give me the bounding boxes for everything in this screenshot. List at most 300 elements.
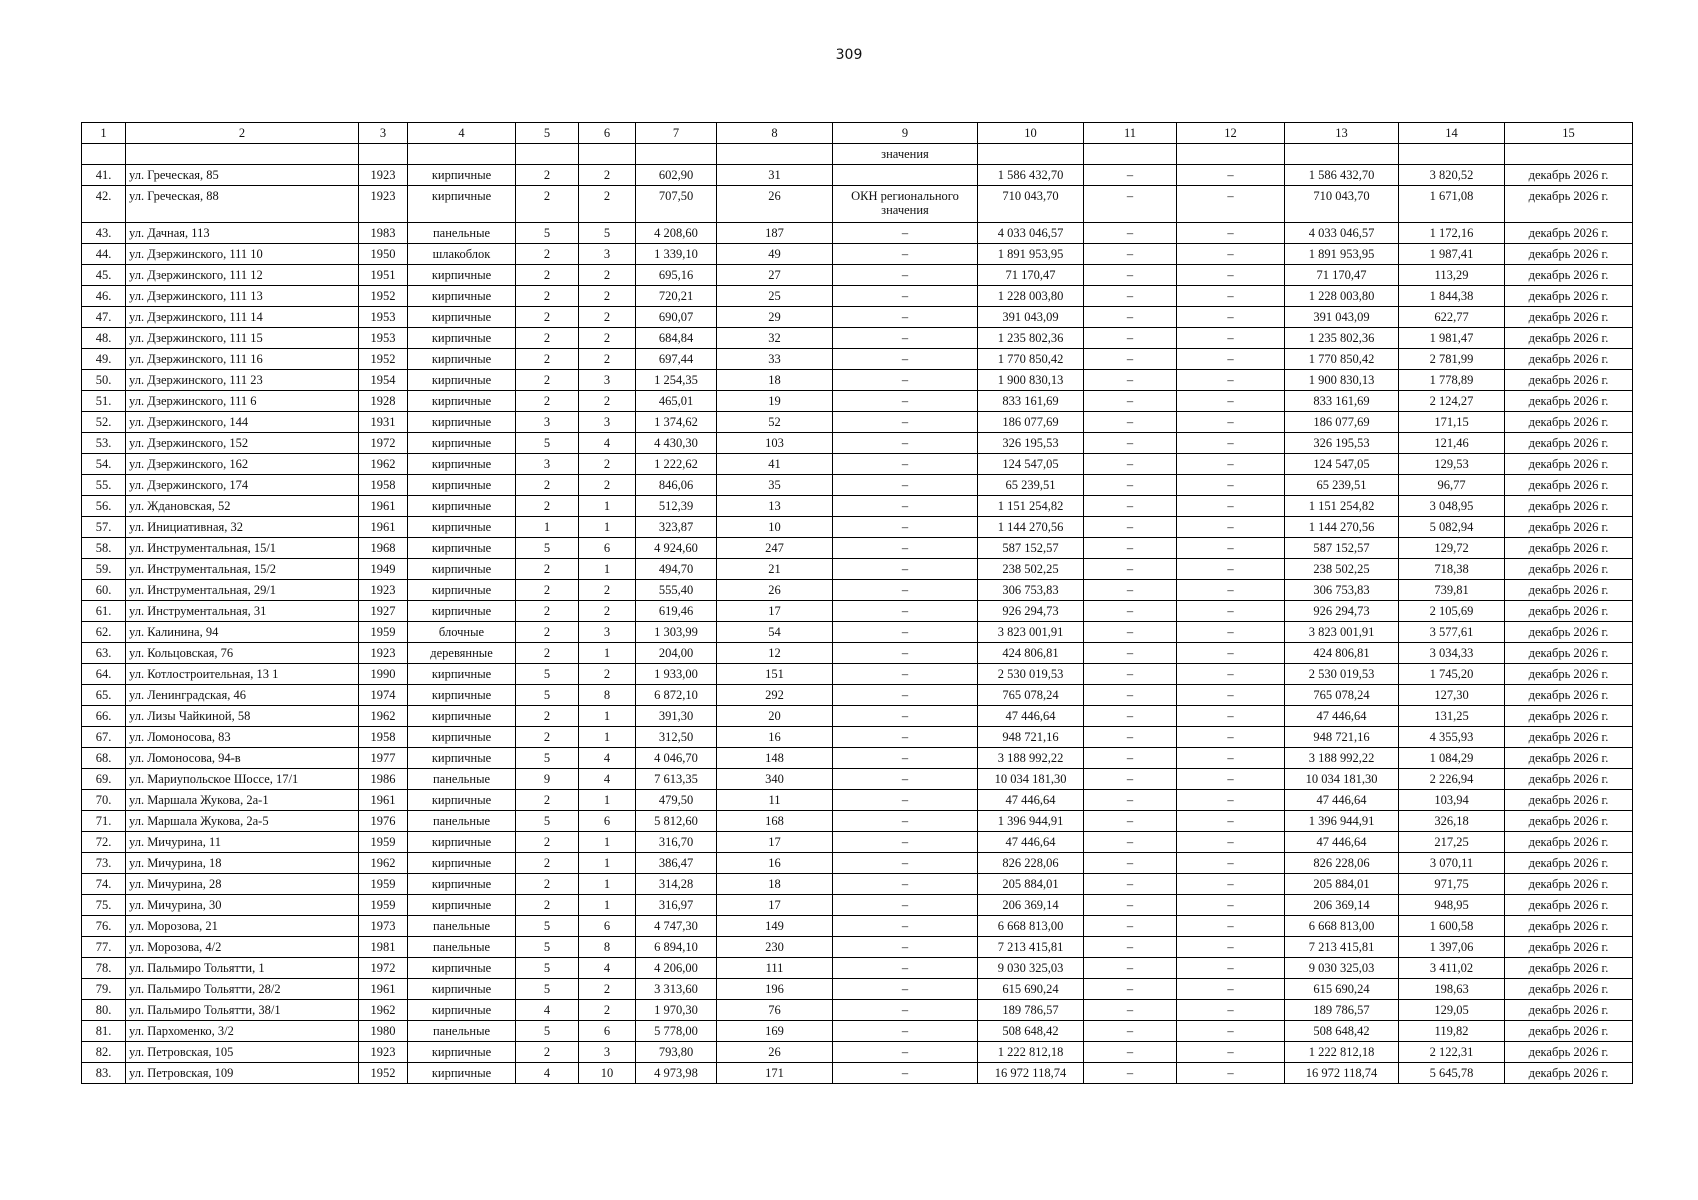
row-number: 81. [82,1021,126,1042]
entrances: 1 [579,727,636,748]
residents: 230 [717,937,833,958]
address: ул. Морозова, 4/2 [126,937,359,958]
floors: 5 [516,433,579,454]
cost-per-sqm: 3 577,61 [1399,622,1505,643]
row-number: 67. [82,727,126,748]
residents: 20 [717,706,833,727]
cost-col-12: – [1177,328,1285,349]
build-year: 1981 [359,937,408,958]
total-area: 4 208,60 [636,223,717,244]
heritage-status [833,165,978,186]
heritage-status: – [833,412,978,433]
cost-col-12: – [1177,937,1285,958]
cost-col-12: – [1177,1021,1285,1042]
cost-per-sqm: 739,81 [1399,580,1505,601]
heritage-status: – [833,622,978,643]
address: ул. Дзержинского, 111 10 [126,244,359,265]
cost-per-sqm: 1 844,38 [1399,286,1505,307]
table-row [82,727,1633,748]
cost-col-12: – [1177,748,1285,769]
build-year: 1959 [359,832,408,853]
floors: 5 [516,979,579,1000]
address: ул. Мичурина, 18 [126,853,359,874]
column-number: 10 [978,123,1084,144]
deadline: декабрь 2026 г. [1505,391,1633,412]
cost-col-11: – [1084,685,1177,706]
entrances: 6 [579,1021,636,1042]
table-row [82,223,1633,244]
row-number: 83. [82,1063,126,1084]
cost-per-sqm: 2 781,99 [1399,349,1505,370]
heritage-status: – [833,265,978,286]
total-area: 4 206,00 [636,958,717,979]
heritage-status: – [833,454,978,475]
residents: 18 [717,370,833,391]
address: ул. Ленинградская, 46 [126,685,359,706]
wall-material: кирпичные [408,559,516,580]
address: ул. Дзержинского, 152 [126,433,359,454]
address: ул. Пархоменко, 3/2 [126,1021,359,1042]
wall-material: шлакоблок [408,244,516,265]
heritage-status: – [833,727,978,748]
cost-col-11: – [1084,328,1177,349]
cost-total: 47 446,64 [978,790,1084,811]
cost-per-sqm: 103,94 [1399,790,1505,811]
wall-material: кирпичные [408,1042,516,1063]
cost-col-13: 1 235 802,36 [1285,328,1399,349]
wall-material: кирпичные [408,1000,516,1021]
total-area: 1 339,10 [636,244,717,265]
floors: 2 [516,706,579,727]
row-number: 73. [82,853,126,874]
build-year: 1950 [359,244,408,265]
cost-col-12: – [1177,895,1285,916]
total-area: 5 778,00 [636,1021,717,1042]
total-area: 204,00 [636,643,717,664]
build-year: 1953 [359,328,408,349]
address: ул. Дзержинского, 111 6 [126,391,359,412]
address: ул. Мичурина, 28 [126,874,359,895]
build-year: 1953 [359,307,408,328]
cost-col-12: – [1177,517,1285,538]
entrances: 3 [579,1042,636,1063]
build-year: 1962 [359,853,408,874]
cost-total: 3 188 992,22 [978,748,1084,769]
wall-material: кирпичные [408,433,516,454]
cost-col-11: – [1084,1021,1177,1042]
table-row [82,165,1633,186]
cost-col-13: 186 077,69 [1285,412,1399,433]
deadline: декабрь 2026 г. [1505,685,1633,706]
deadline: декабрь 2026 г. [1505,790,1633,811]
floors: 2 [516,727,579,748]
heritage-status: – [833,685,978,706]
cost-col-11: – [1084,517,1177,538]
address: ул. Инициативная, 32 [126,517,359,538]
deadline: декабрь 2026 г. [1505,811,1633,832]
floors: 5 [516,223,579,244]
deadline: декабрь 2026 г. [1505,937,1633,958]
entrances: 2 [579,307,636,328]
cost-total: 186 077,69 [978,412,1084,433]
floors: 5 [516,916,579,937]
heritage-status: – [833,664,978,685]
heritage-status: – [833,895,978,916]
residents: 76 [717,1000,833,1021]
cost-col-11: – [1084,916,1177,937]
entrances: 3 [579,412,636,433]
table-row [82,538,1633,559]
cost-total: 508 648,42 [978,1021,1084,1042]
deadline: декабрь 2026 г. [1505,748,1633,769]
row-number: 62. [82,622,126,643]
heritage-status: – [833,958,978,979]
row-number: 55. [82,475,126,496]
entrances: 1 [579,496,636,517]
cost-col-11: – [1084,349,1177,370]
cost-col-11: – [1084,186,1177,223]
floors: 5 [516,958,579,979]
address: ул. Дзержинского, 111 13 [126,286,359,307]
entrances: 2 [579,475,636,496]
entrances: 5 [579,223,636,244]
floors: 2 [516,244,579,265]
total-area: 1 374,62 [636,412,717,433]
wall-material: кирпичные [408,349,516,370]
row-number: 63. [82,643,126,664]
heritage-status: – [833,223,978,244]
floors: 2 [516,391,579,412]
cost-col-11: – [1084,748,1177,769]
wall-material: кирпичные [408,601,516,622]
entrances: 1 [579,895,636,916]
residents: 41 [717,454,833,475]
row-number: 71. [82,811,126,832]
entrances: 4 [579,748,636,769]
floors: 2 [516,370,579,391]
row-number: 56. [82,496,126,517]
continuation-text: значения [833,144,978,165]
residents: 16 [717,853,833,874]
row-number: 45. [82,265,126,286]
wall-material: кирпичные [408,958,516,979]
build-year: 1954 [359,370,408,391]
cost-per-sqm: 2 226,94 [1399,769,1505,790]
cost-col-11: – [1084,643,1177,664]
row-number: 76. [82,916,126,937]
cost-col-12: – [1177,769,1285,790]
cost-col-12: – [1177,370,1285,391]
cost-col-11: – [1084,895,1177,916]
table-row [82,748,1633,769]
heritage-status: – [833,601,978,622]
row-number: 79. [82,979,126,1000]
cost-total: 205 884,01 [978,874,1084,895]
address: ул. Лизы Чайкиной, 58 [126,706,359,727]
cost-total: 65 239,51 [978,475,1084,496]
row-number: 57. [82,517,126,538]
floors: 2 [516,790,579,811]
cost-col-11: – [1084,958,1177,979]
heritage-status: – [833,979,978,1000]
deadline: декабрь 2026 г. [1505,265,1633,286]
row-number: 68. [82,748,126,769]
total-area: 512,39 [636,496,717,517]
deadline: декабрь 2026 г. [1505,895,1633,916]
cost-col-13: 306 753,83 [1285,580,1399,601]
table-row [82,685,1633,706]
wall-material: кирпичные [408,580,516,601]
heritage-status: – [833,748,978,769]
cost-col-11: – [1084,1063,1177,1084]
build-year: 1951 [359,265,408,286]
cost-per-sqm: 3 048,95 [1399,496,1505,517]
column-number: 2 [126,123,359,144]
wall-material: кирпичные [408,748,516,769]
cost-col-13: 424 806,81 [1285,643,1399,664]
build-year: 1986 [359,769,408,790]
cost-col-13: 391 043,09 [1285,307,1399,328]
residents: 21 [717,559,833,580]
residents: 13 [717,496,833,517]
heritage-status: – [833,937,978,958]
cost-per-sqm: 1 671,08 [1399,186,1505,223]
table-row [82,706,1633,727]
cost-col-12: – [1177,244,1285,265]
total-area: 602,90 [636,165,717,186]
deadline: декабрь 2026 г. [1505,979,1633,1000]
cost-col-13: 10 034 181,30 [1285,769,1399,790]
deadline: декабрь 2026 г. [1505,916,1633,937]
floors: 4 [516,1063,579,1084]
cost-col-12: – [1177,601,1285,622]
floors: 2 [516,265,579,286]
column-number: 13 [1285,123,1399,144]
entrances: 6 [579,538,636,559]
deadline: декабрь 2026 г. [1505,370,1633,391]
entrances: 1 [579,643,636,664]
column-number: 15 [1505,123,1633,144]
build-year: 1952 [359,1063,408,1084]
address: ул. Греческая, 88 [126,186,359,223]
build-year: 1958 [359,475,408,496]
floors: 2 [516,622,579,643]
address: ул. Калинина, 94 [126,622,359,643]
heritage-status: – [833,433,978,454]
cost-col-13: 205 884,01 [1285,874,1399,895]
cost-col-11: – [1084,370,1177,391]
row-number: 65. [82,685,126,706]
wall-material: кирпичные [408,685,516,706]
cost-total: 1 235 802,36 [978,328,1084,349]
build-year: 1983 [359,223,408,244]
cost-col-12: – [1177,1063,1285,1084]
cost-col-12: – [1177,559,1285,580]
floors: 2 [516,286,579,307]
cost-col-13: 833 161,69 [1285,391,1399,412]
residents: 18 [717,874,833,895]
housing-register-table [81,122,1633,1084]
entrances: 1 [579,853,636,874]
address: ул. Дзержинского, 111 15 [126,328,359,349]
address: ул. Маршала Жукова, 2а-5 [126,811,359,832]
cost-per-sqm: 5 645,78 [1399,1063,1505,1084]
cost-col-13: 948 721,16 [1285,727,1399,748]
total-area: 465,01 [636,391,717,412]
total-area: 316,97 [636,895,717,916]
residents: 103 [717,433,833,454]
wall-material: кирпичные [408,1063,516,1084]
heritage-status: – [833,307,978,328]
cost-total: 238 502,25 [978,559,1084,580]
cost-total: 2 530 019,53 [978,664,1084,685]
table-row [82,916,1633,937]
cost-col-12: – [1177,391,1285,412]
deadline: декабрь 2026 г. [1505,496,1633,517]
cost-col-13: 47 446,64 [1285,832,1399,853]
floors: 5 [516,748,579,769]
table-row [82,769,1633,790]
heritage-status: – [833,706,978,727]
heritage-status: – [833,790,978,811]
residents: 187 [717,223,833,244]
address: ул. Инструментальная, 31 [126,601,359,622]
floors: 2 [516,349,579,370]
table-row [82,391,1633,412]
table-row [82,1063,1633,1084]
heritage-status: – [833,874,978,895]
entrances: 2 [579,391,636,412]
row-number: 50. [82,370,126,391]
cost-per-sqm: 3 070,11 [1399,853,1505,874]
cost-col-11: – [1084,559,1177,580]
entrances: 4 [579,433,636,454]
address: ул. Инструментальная, 29/1 [126,580,359,601]
cost-col-11: – [1084,601,1177,622]
total-area: 6 872,10 [636,685,717,706]
cost-col-13: 765 078,24 [1285,685,1399,706]
total-area: 5 812,60 [636,811,717,832]
cost-col-11: – [1084,706,1177,727]
address: ул. Дзержинского, 111 12 [126,265,359,286]
heritage-status: – [833,853,978,874]
residents: 32 [717,328,833,349]
floors: 5 [516,685,579,706]
wall-material: блочные [408,622,516,643]
residents: 17 [717,832,833,853]
total-area: 1 254,35 [636,370,717,391]
cost-col-11: – [1084,622,1177,643]
heritage-status: – [833,370,978,391]
deadline: декабрь 2026 г. [1505,580,1633,601]
address: ул. Инструментальная, 15/1 [126,538,359,559]
cost-col-13: 3 188 992,22 [1285,748,1399,769]
row-number: 82. [82,1042,126,1063]
cost-total: 1 891 953,95 [978,244,1084,265]
cost-col-11: – [1084,496,1177,517]
row-number: 58. [82,538,126,559]
heritage-status: – [833,559,978,580]
cost-total: 4 033 046,57 [978,223,1084,244]
wall-material: кирпичные [408,475,516,496]
build-year: 1961 [359,790,408,811]
cost-col-12: – [1177,664,1285,685]
heritage-status: – [833,475,978,496]
build-year: 1968 [359,538,408,559]
total-area: 4 973,98 [636,1063,717,1084]
floors: 2 [516,475,579,496]
cost-col-13: 3 823 001,91 [1285,622,1399,643]
build-year: 1931 [359,412,408,433]
address: ул. Дзержинского, 174 [126,475,359,496]
wall-material: панельные [408,937,516,958]
build-year: 1972 [359,958,408,979]
table-row [82,1021,1633,1042]
floors: 3 [516,454,579,475]
table-row [82,559,1633,580]
cost-col-11: – [1084,475,1177,496]
total-area: 1 970,30 [636,1000,717,1021]
entrances: 2 [579,328,636,349]
total-area: 314,28 [636,874,717,895]
table-row [82,496,1633,517]
build-year: 1923 [359,165,408,186]
entrances: 6 [579,916,636,937]
build-year: 1949 [359,559,408,580]
cost-total: 587 152,57 [978,538,1084,559]
cost-col-13: 615 690,24 [1285,979,1399,1000]
heritage-status: – [833,1021,978,1042]
build-year: 1959 [359,622,408,643]
row-number: 59. [82,559,126,580]
wall-material: кирпичные [408,727,516,748]
entrances: 4 [579,958,636,979]
table-row [82,454,1633,475]
entrances: 2 [579,664,636,685]
cost-per-sqm: 1 600,58 [1399,916,1505,937]
total-area: 690,07 [636,307,717,328]
cost-col-12: – [1177,475,1285,496]
row-number: 75. [82,895,126,916]
cost-total: 47 446,64 [978,706,1084,727]
cost-col-11: – [1084,433,1177,454]
cost-per-sqm: 127,30 [1399,685,1505,706]
total-area: 7 613,35 [636,769,717,790]
wall-material: кирпичные [408,538,516,559]
residents: 26 [717,1042,833,1063]
cost-col-11: – [1084,265,1177,286]
cost-total: 615 690,24 [978,979,1084,1000]
table-row [82,874,1633,895]
deadline: декабрь 2026 г. [1505,643,1633,664]
deadline: декабрь 2026 г. [1505,349,1633,370]
floors: 2 [516,307,579,328]
residents: 10 [717,517,833,538]
total-area: 619,46 [636,601,717,622]
residents: 11 [717,790,833,811]
residents: 151 [717,664,833,685]
floors: 2 [516,895,579,916]
cost-col-12: – [1177,979,1285,1000]
address: ул. Дачная, 113 [126,223,359,244]
row-number: 74. [82,874,126,895]
floors: 2 [516,328,579,349]
total-area: 3 313,60 [636,979,717,1000]
cost-col-12: – [1177,286,1285,307]
wall-material: кирпичные [408,706,516,727]
heritage-status: – [833,1063,978,1084]
row-number: 48. [82,328,126,349]
